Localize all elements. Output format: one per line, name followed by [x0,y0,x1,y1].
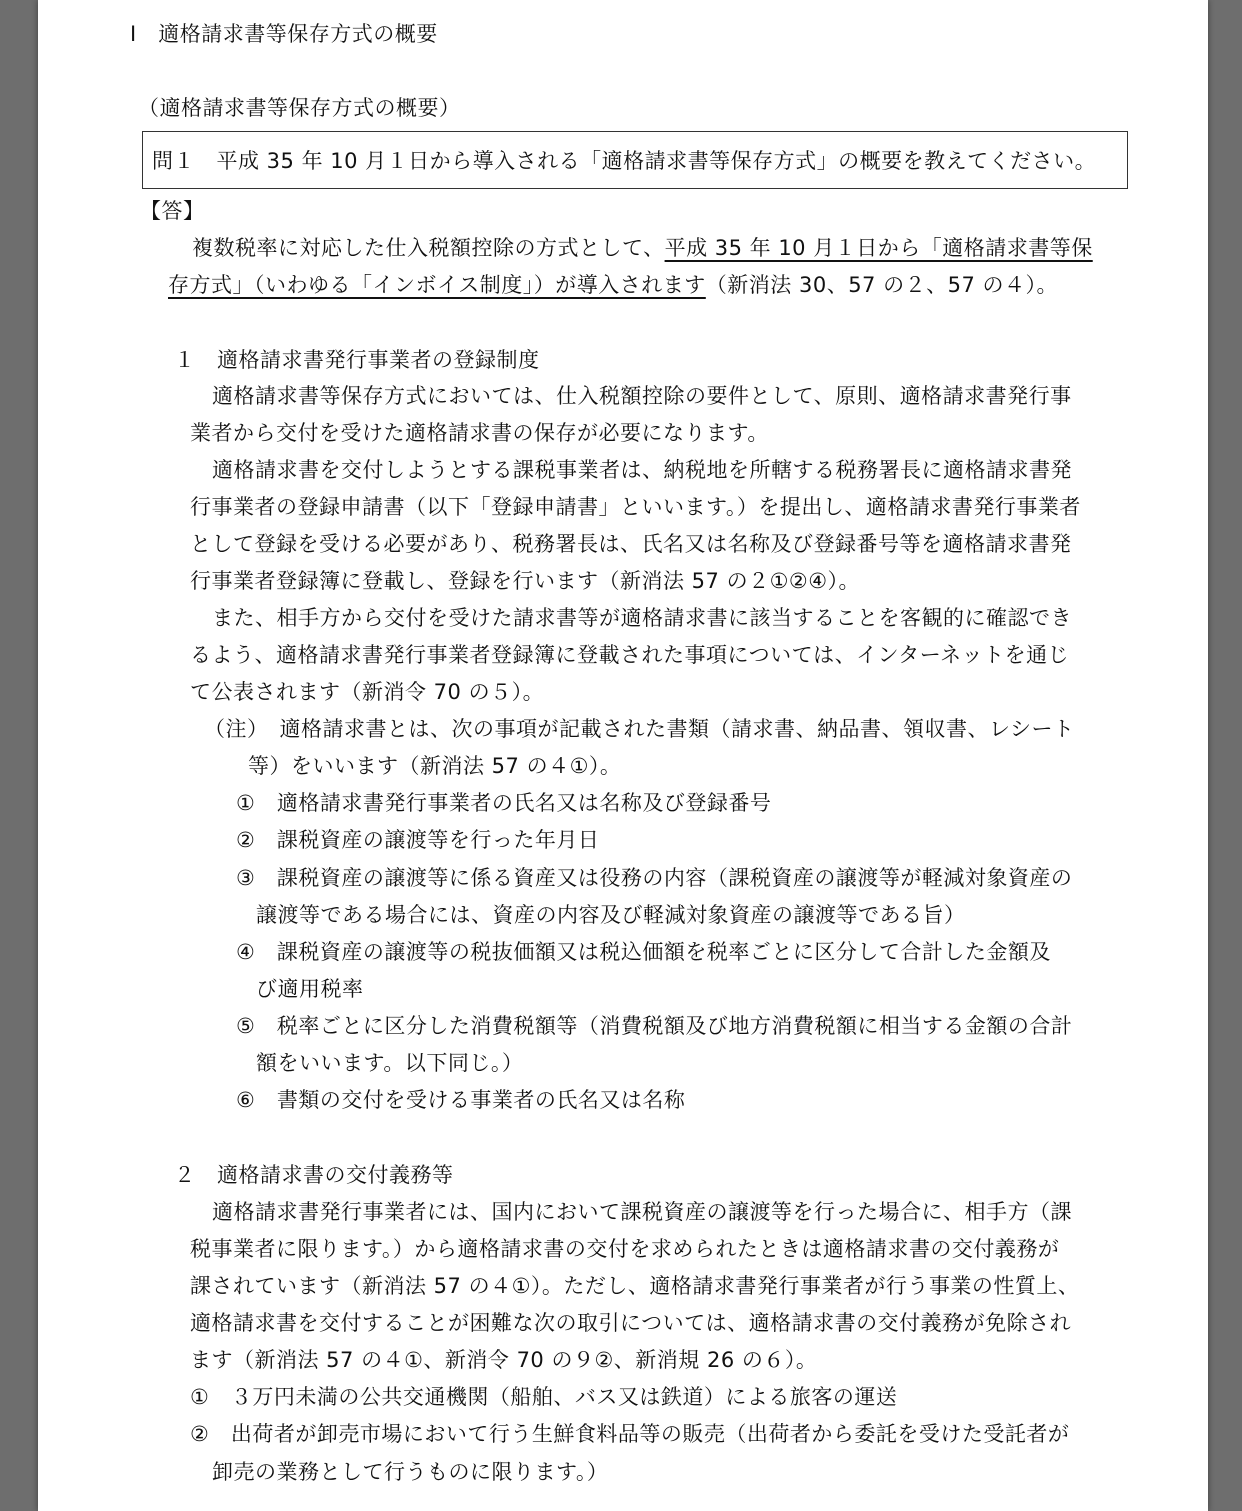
s2-line: 適格請求書発行事業者には、国内において課税資産の譲渡等を行った場合に、相手方（課 [212,1200,1072,1224]
s1-line: るよう、適格請求書発行事業者登録簿に登載された事項については、インターネットを通じ [190,643,1070,667]
note-item-continued: 譲渡等である場合には、資産の内容及び軽減対象資産の譲渡等である旨） [256,903,966,927]
answer-label: 【答】 [140,199,205,223]
intro-line-1 [192,234,1093,262]
note-item: ③ 課税資産の譲渡等に係る資産又は役務の内容（課税資産の譲渡等が軽減対象資産の [236,866,1073,890]
s1-line: 適格請求書を交付しようとする課税事業者は、納税地を所轄する税務署長に適格請求書発 [212,458,1072,482]
s1-line: 業者から交付を受けた適格請求書の保存が必要になります。 [190,421,769,445]
section-1-heading: １ 適格請求書発行事業者の登録制度 [174,348,540,372]
note-item: ④ 課税資産の譲渡等の税抜価額又は税込価額を税率ごとに区分して合計した金額及 [236,940,1051,964]
s2-line: 税事業者に限ります。）から適格請求書の交付を求められたときは適格請求書の交付義務が [190,1237,1060,1261]
note-line: （注） 適格請求書とは、次の事項が記載された書類（請求書、納品書、領収書、レシート [204,717,1075,741]
intro-underlined-1: 平成 35 年 10 月１日から「適格請求書等保 [664,236,1093,260]
s2-line: 課されています（新消法 57 の４①）。ただし、適格請求書発行事業者が行う事業の性質上、 [190,1274,1080,1298]
note-item: ⑥ 書類の交付を受ける事業者の氏名又は名称 [236,1088,686,1112]
s2-line: 適格請求書を交付することが困難な次の取引については、適格請求書の交付義務が免除され [190,1311,1072,1335]
intro-plain-2: （新消法 30、57 の２、57 の４）。 [705,273,1058,297]
section-title: Ⅰ 適格請求書等保存方式の概要 [130,22,438,46]
intro-plain-1: 複数税率に対応した仕入税額控除の方式として、 [192,236,665,260]
intro-line-2 [168,271,1058,299]
intro-underlined-2: 存方式」（いわゆる「インボイス制度」）が導入されます [168,273,706,297]
s1-line: 行事業者の登録申請書（以下「登録申請書」といいます。）を提出し、適格請求書発行事業者 [190,495,1081,519]
exempt-item: ② 出荷者が卸売市場において行う生鮮食料品等の販売（出荷者から委託を受けた受託者が [190,1422,1070,1446]
s2-line: ます（新消法 57 の４①、新消令 70 の９②、新消規 26 の６）。 [190,1348,818,1372]
note-item: ⑤ 税率ごとに区分した消費税額等（消費税額及び地方消費税額に相当する金額の合計 [236,1014,1073,1038]
subheading: （適格請求書等保存方式の概要） [138,96,461,120]
question-text: 問１ 平成 35 年 10 月１日から導入される「適格請求書等保存方式」の概要を教えてください。 [152,149,1097,173]
section-2-heading: ２ 適格請求書の交付義務等 [174,1163,454,1187]
document-page [38,0,1208,1511]
note-item-continued: び適用税率 [256,977,364,1001]
s1-line: 適格請求書等保存方式においては、仕入税額控除の要件として、原則、適格請求書発行事 [212,384,1072,408]
note-item-continued: 額をいいます。以下同じ。） [256,1051,524,1075]
s1-line: として登録を受ける必要があり、税務署長は、氏名又は名称及び登録番号等を適格請求書発 [190,532,1072,556]
note-line: 等）をいいます（新消法 57 の４①）。 [248,754,622,778]
s1-line: て公表されます（新消令 70 の５）。 [190,680,545,704]
s1-line: 行事業者登録簿に登載し、登録を行います（新消法 57 の２①②④）。 [190,569,861,593]
note-item: ① 適格請求書発行事業者の氏名又は名称及び登録番号 [236,791,772,815]
exempt-item-continued: 卸売の業務として行うものに限ります。） [212,1460,609,1484]
note-item: ② 課税資産の譲渡等を行った年月日 [236,828,600,852]
exempt-item: ① ３万円未満の公共交通機関（船舶、バス又は鉄道）による旅客の運送 [190,1385,898,1409]
s1-line: また、相手方から交付を受けた請求書等が適格請求書に該当することを客観的に確認でき [212,606,1072,630]
